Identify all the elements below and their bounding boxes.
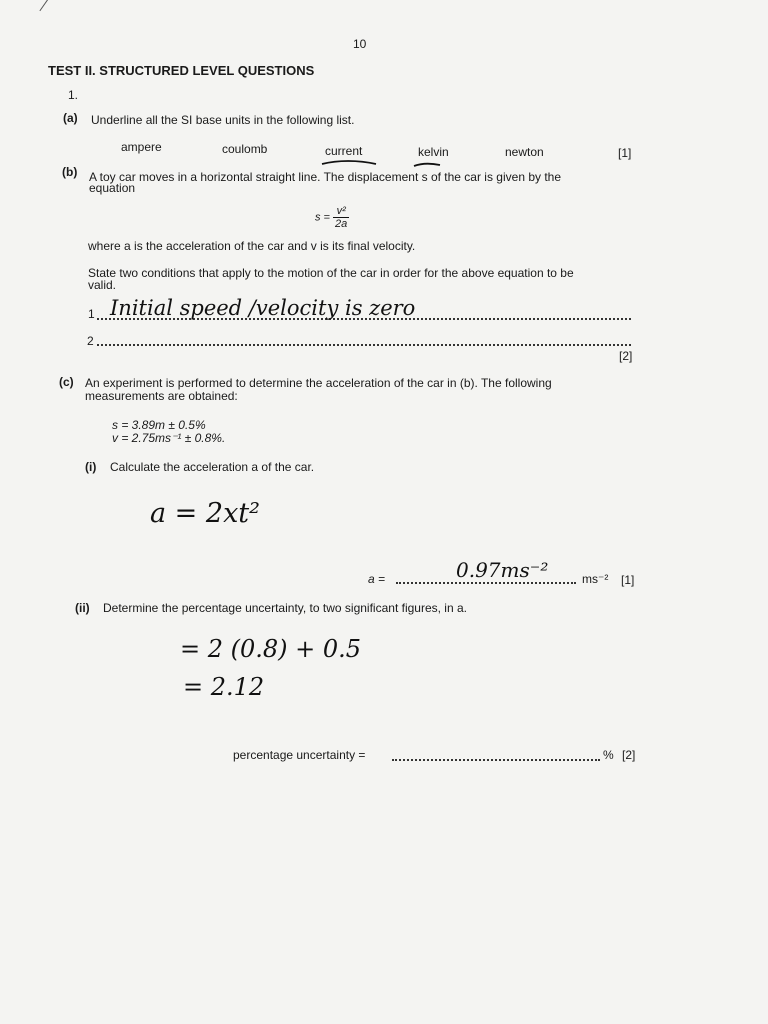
equation	[315, 205, 349, 230]
sub-ii-answer-label: percentage uncertainty =	[233, 748, 366, 762]
sub-i-answer-label: a =	[368, 572, 386, 586]
sub-ii-label: (ii)	[75, 601, 90, 615]
unit-coulomb: coulomb	[222, 142, 268, 156]
answer-line2-number: 2	[87, 334, 94, 348]
question-number: 1.	[68, 88, 79, 102]
sub-i-answer-handwritten: 0.97ms⁻²	[456, 558, 549, 582]
answer-line1-number: 1	[88, 307, 95, 321]
measurement-v: v = 2.75ms⁻¹ ± 0.8%.	[112, 431, 226, 445]
sub-ii-marks: [2]	[622, 748, 636, 762]
equation-numerator: v²	[333, 205, 349, 218]
equation-fraction	[333, 205, 349, 230]
unit-ampere: ampere	[121, 140, 162, 154]
answer1-handwritten: Initial speed /velocity is zero	[110, 296, 416, 320]
sub-i-label: (i)	[85, 460, 97, 474]
unit-kelvin: kelvin	[418, 145, 449, 159]
answer-line2[interactable]	[97, 344, 631, 346]
part-c-text-line1: An experiment is performed to determine the acceleration of the car in (b). The following	[85, 376, 552, 390]
sub-ii-working-line2: = 2.12	[183, 673, 265, 701]
where-text: where a is the acceleration of the car and v is its final velocity.	[88, 239, 416, 253]
equation-denominator: 2a	[335, 218, 348, 230]
unit-newton: newton	[505, 145, 544, 159]
sub-ii-working-line1: = 2 (0.8) + 0.5	[180, 635, 362, 663]
unit-current: current	[325, 144, 363, 158]
equation-lhs: s =	[315, 211, 330, 224]
state-line1: State two conditions that apply to the motion of the car in order for the above equation to be	[88, 266, 574, 280]
sub-i-unit: ms⁻²	[582, 572, 609, 586]
state-line2: valid.	[88, 278, 117, 292]
section-title: TEST II. STRUCTURED LEVEL QUESTIONS	[48, 63, 315, 78]
stray-pen-mark	[39, 0, 50, 11]
part-b-text-line1: A toy car moves in a horizontal straight line. The displacement s of the car is given by the	[89, 170, 562, 184]
part-c-text-line2: measurements are obtained:	[85, 389, 238, 403]
measurement-s: s = 3.89m ± 0.5%	[112, 418, 206, 432]
sub-ii-unit: %	[603, 748, 614, 762]
part-b-text-line2: equation	[89, 181, 136, 195]
sub-i-marks: [1]	[621, 573, 635, 587]
part-a-text: Underline all the SI base units in the following list.	[91, 113, 355, 127]
sub-i-answer-line[interactable]	[396, 582, 576, 584]
part-b-label: (b)	[62, 165, 78, 179]
sub-ii-text: Determine the percentage uncertainty, to two significant figures, in a.	[103, 601, 467, 615]
sub-i-working-handwritten: a = 2xt²	[150, 498, 260, 529]
part-a-label: (a)	[63, 111, 78, 125]
part-c-label: (c)	[59, 375, 74, 389]
sub-i-text: Calculate the acceleration a of the car.	[110, 460, 315, 474]
sub-ii-answer-line[interactable]	[392, 759, 600, 761]
part-a-marks: [1]	[618, 146, 632, 160]
page-number: 10	[353, 37, 367, 51]
part-b-marks: [2]	[619, 349, 633, 363]
